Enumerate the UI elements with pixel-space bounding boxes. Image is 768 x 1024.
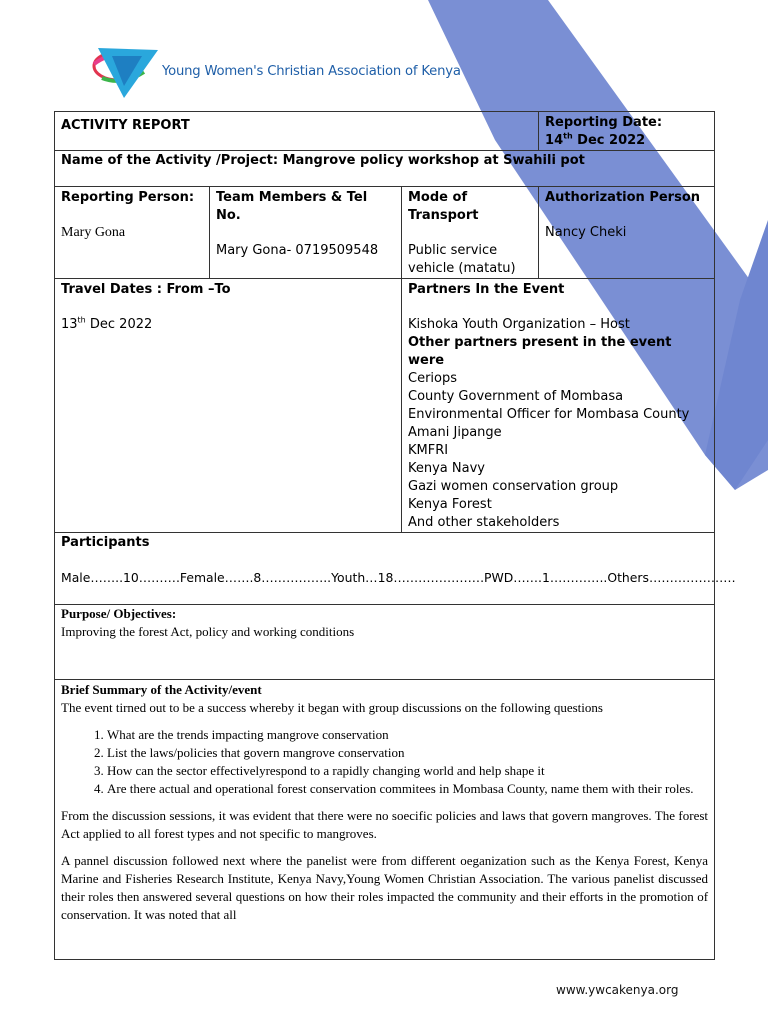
list-item: Gazi women conservation group [408,479,619,494]
participants-label: Participants [61,535,150,550]
activity-report-table [54,111,736,960]
host-partner: Kishoka Youth Organization – Host [408,317,630,332]
purpose-text: Improving the forest Act, policy and working conditions [61,624,355,639]
transport: Public service vehicle (matatu) [408,243,516,276]
ywca-logo [92,42,472,102]
summary-intro: The event tirned out to be a success whereby it began with group discussions on the following questions [61,700,603,715]
authorization-cell [539,187,715,279]
report-title: ACTIVITY REPORT [55,112,539,151]
list-item: Kenya Navy [408,461,485,476]
team-members: Mary Gona- 0719509548 [216,243,379,258]
other-partners-label: Other partners present in the event were [408,335,672,368]
summary-paragraph: A pannel discussion followed next where the panelist were from different oeganization such as the Kenya Forest, Kenya Marine and Fisheries Research Institute, Kenya Navy,Young Women Christian Association. The various panelist discussed their roles then answered several questions on how their roles impacted the community and their efforts in the promotion of conservation. It was noted that all [61,853,709,922]
list-item: County Government of Mombasa [408,389,624,404]
website-link[interactable]: www.ywcakenya.org [556,983,679,997]
authorization-label: Authorization Person [545,190,701,205]
reporting-date-label: Reporting Date: [545,115,663,130]
question-list [61,726,708,798]
reporting-person-label: Reporting Person: [61,190,195,205]
list-item: Ceriops [408,371,458,386]
purpose-cell [55,605,715,680]
summary-label: Brief Summary of the Activity/event [61,682,262,697]
list-item: And other stakeholders [408,515,560,530]
ywca-triangle-icon [92,42,162,102]
summary-cell [55,680,715,960]
participants-counts: Male……..10……….Female…….8……………..Youth…18………………….PWD…….1…………..Others………………… [61,570,736,585]
authorization-person: Nancy Cheki [545,225,627,240]
transport-cell [402,187,539,279]
list-item: KMFRI [408,443,449,458]
reporting-person-cell [55,187,210,279]
travel-dates-cell [55,279,402,533]
transport-label: Mode of Transport [408,190,479,223]
travel-date: 13th Dec 2022 [61,315,153,332]
list-item: Amani Jipange [408,425,502,440]
list-item: 4. Are there actual and operational forest conservation commitees in Mombasa County, name them with their roles. [107,780,708,798]
list-item: 1. What are the trends impacting mangrove conservation [107,726,708,744]
team-members-label: Team Members & Tel No. [216,190,368,223]
participants-cell [55,533,736,605]
list-item: 3. How can the sector effectivelyrespond to a rapidly changing world and help shape it [107,762,708,780]
partner-list [408,370,708,532]
list-item: 2. List the laws/policies that govern mangrove conservation [107,744,708,762]
reporting-date: 14th Dec 2022 [545,131,646,148]
partners-cell [402,279,715,533]
summary-paragraph: From the discussion sessions, it was evident that there were no soecific policies and laws that govern mangroves. The forest Act applied to all forest types and not specific to mangroves. [61,808,709,841]
list-item: Kenya Forest [408,497,492,512]
reporting-person: Mary Gona [61,225,126,240]
reporting-date-cell [539,112,715,151]
activity-name: Name of the Activity /Project: Mangrove policy workshop at Swahili pot [55,151,715,187]
partners-label: Partners In the Event [408,282,565,297]
travel-dates-label: Travel Dates : From –To [61,282,231,297]
purpose-label: Purpose/ Objectives: [61,606,177,621]
list-item: Environmental Officer for Mombasa County [408,407,690,422]
team-members-cell [210,187,402,279]
org-name: Young Women's Christian Association of Kenya [162,64,461,79]
